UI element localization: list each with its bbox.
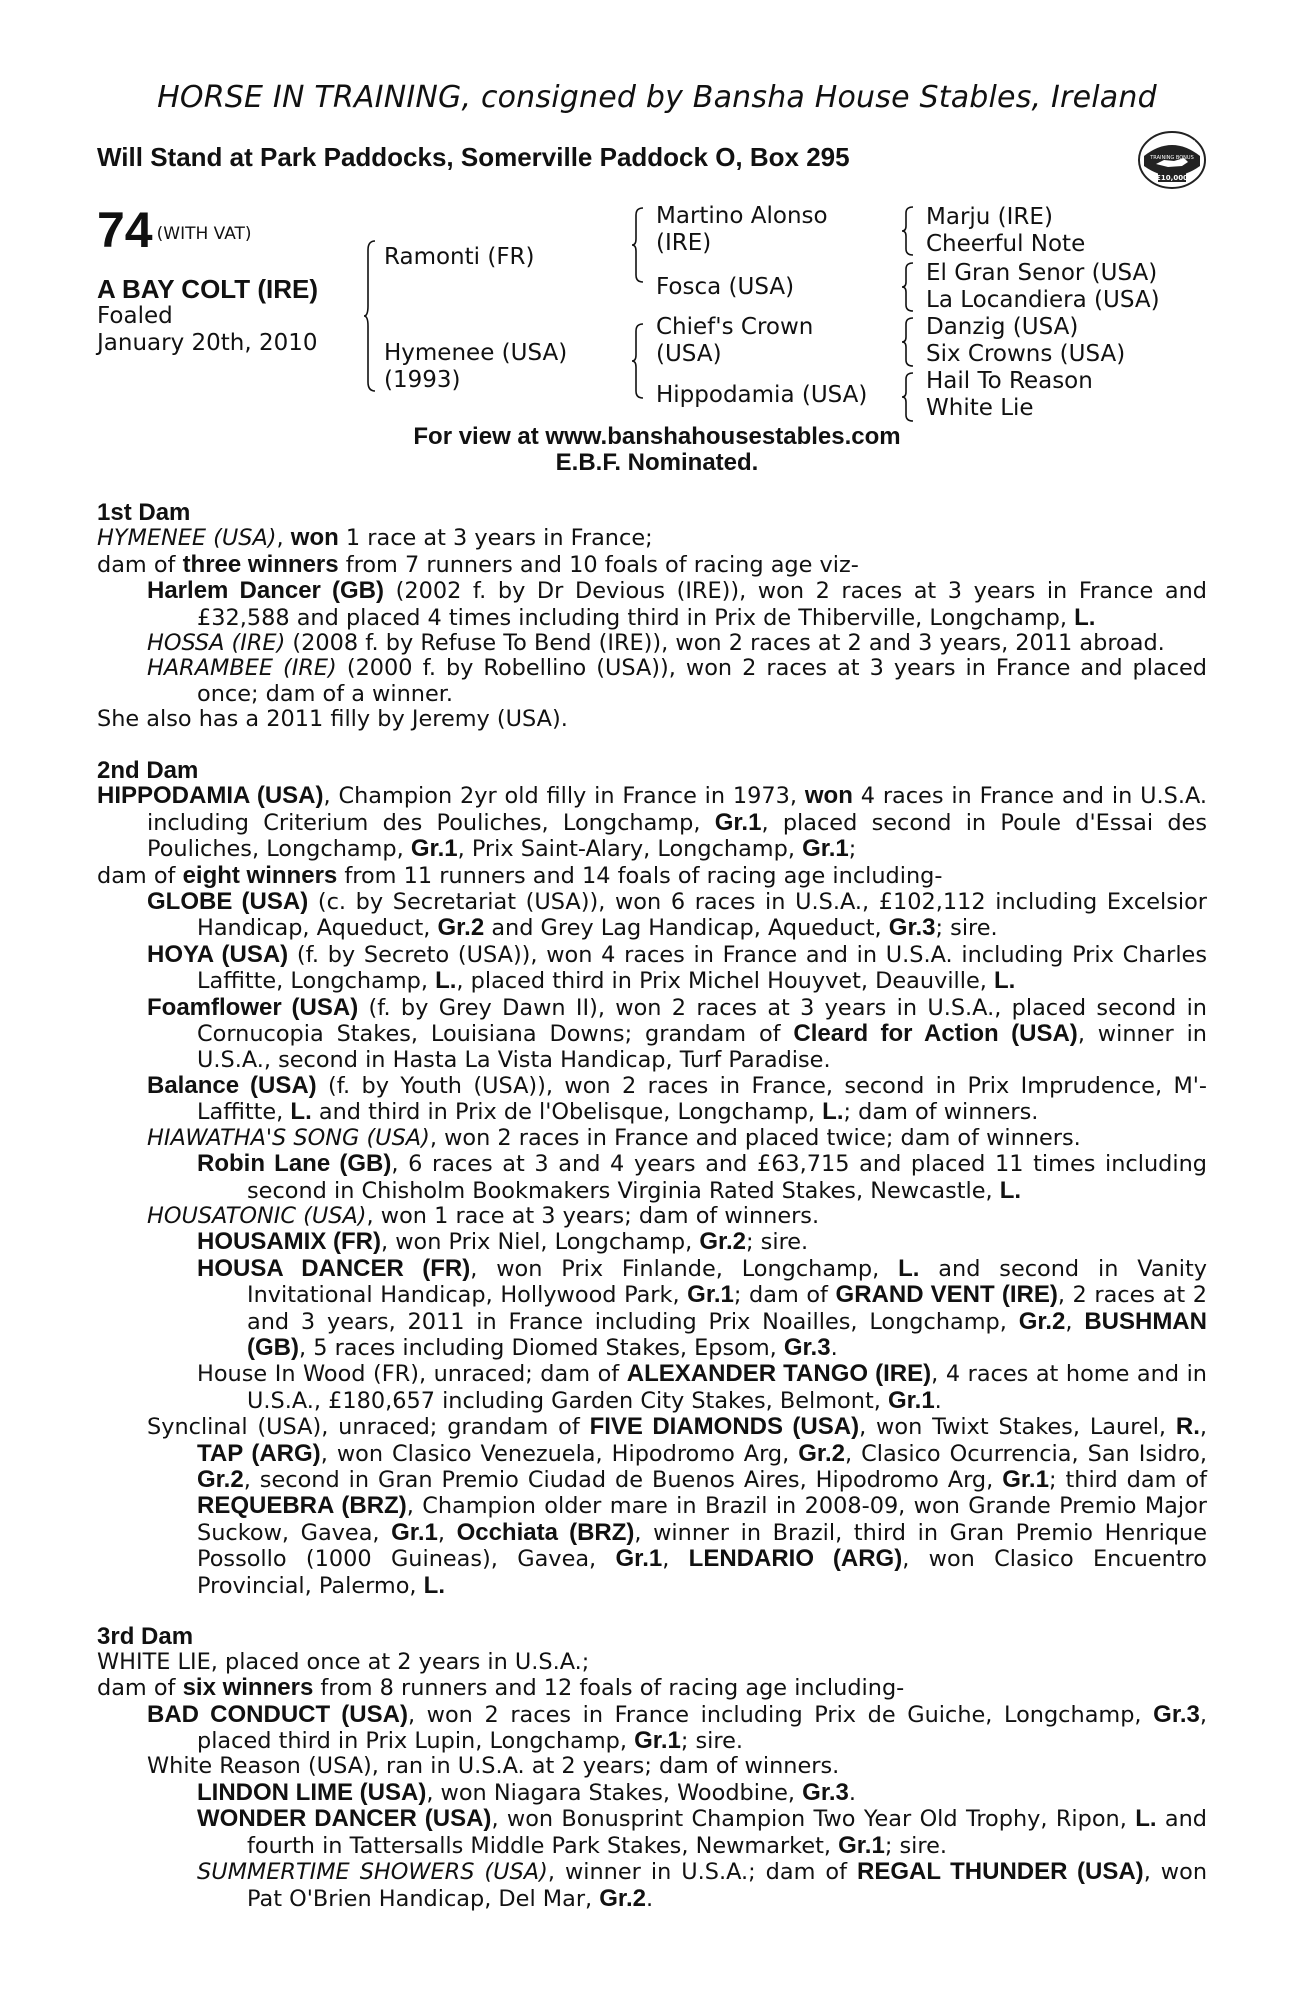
- foaled-info: [97, 303, 318, 357]
- dam1-intro: HYMENEE (USA), won 1 race at 3 years in France;: [97, 524, 653, 552]
- dam2-produce-summary: dam of eight winners from 11 runners and 14 foals of racing age including-: [97, 861, 943, 889]
- dam1-heading: 1st Dam: [97, 499, 191, 526]
- pedigree-dam-sire: [656, 314, 813, 368]
- dam2-grandproduce-housamix: HOUSAMIX (FR), won Prix Niel, Longchamp, Gr.2; sire.: [197, 1228, 809, 1256]
- vat-note: (WITH VAT): [156, 224, 252, 244]
- catalogue-body: [97, 500, 1207, 1912]
- dam1-produce-harlem-dancer: Harlem Dancer (GB) (2002 f. by Dr Devious (IRE)), won 2 races at 3 years in France and £32,588 and placed 4 times including third in Prix de Thiberville, Longchamp, L.: [147, 577, 1207, 631]
- pedigree-g3: El Gran Senor (USA): [926, 260, 1158, 286]
- view-and-ebf: [0, 424, 1314, 476]
- badge-mid-text: TRAINING BONUS: [1150, 155, 1194, 161]
- pedigree-brace-dam: [632, 323, 644, 399]
- dam1-produce-summary: dam of three winners from 7 runners and 10 foals of racing age viz-: [97, 550, 859, 578]
- dam2-produce-housatonic: HOUSATONIC (USA), won 1 race at 3 years; dam of winners.: [147, 1202, 820, 1229]
- badge-amount: £10,000: [1156, 174, 1188, 182]
- dam2-grandproduce-robin-lane: Robin Lane (GB), 6 races at 3 and 4 years and £63,715 and placed 11 times including second in Chisholm Bookmakers Virginia Rated Stakes, Newcastle, L.: [197, 1150, 1207, 1204]
- dam2-produce-synclinal: Synclinal (USA), unraced; grandam of FIVE DIAMONDS (USA), won Twixt Stakes, Laurel, R., TAP (ARG), won Clasico Venezuela, Hipodromo Arg, Gr.2, Clasico Ocurrencia, San Isidro, Gr.2, second in Gran Premio Ciudad de Buenos Aires, Hipodromo Arg, Gr.1; third dam of REQUEBRA (BRZ), Champion older mare in Brazil in 2008-09, won Grande Premio Major Suckow, Gavea, Gr.1, Occhiata (BRZ), winner in Brazil, third in Gran Premio Henrique Possollo (1000 Guineas), Gavea, Gr.1, LENDARIO (ARG), won Clasico Encuentro Provincial, Palermo, L.: [147, 1413, 1208, 1599]
- dam2-produce-hoya: HOYA (USA) (f. by Secreto (USA)), won 4 races in France and in U.S.A. including Prix Charles Laffitte, Longchamp, L., placed third in Prix Michel Houyvet, Deauville, L.: [147, 940, 1207, 995]
- dam3-grandproduce-wonder-dancer: WONDER DANCER (USA), won Bonusprint Champion Two Year Old Trophy, Ripon, L. and fourth in Tattersalls Middle Park Stakes, Newmarket, Gr.1; sire.: [197, 1805, 1207, 1859]
- dam3-produce-summary: dam of six winners from 8 runners and 12 foals of racing age including-: [97, 1674, 905, 1702]
- foaled-label: Foaled: [97, 303, 173, 329]
- dam3-produce-bad-conduct: BAD CONDUCT (USA), won 2 races in France including Prix de Guiche, Longchamp, Gr.3, placed third in Prix Lupin, Longchamp, Gr.1; sire.: [147, 1700, 1207, 1755]
- dam3-grandproduce-lindon-lime: LINDON LIME (USA), won Niagara Stakes, Woodbine, Gr.3.: [197, 1778, 856, 1806]
- pedigree-sire-sire-line1: Martino Alonso: [656, 203, 828, 229]
- pedigree-sire: Ramonti (FR): [384, 244, 535, 270]
- dam2-produce-foamflower: Foamflower (USA) (f. by Grey Dawn II), won 2 races at 3 years in U.S.A., placed second in Cornucopia Stakes, Louisiana Downs; grandam of Cleard for Action (USA), winner in U.S.A., second in Hasta La Vista Handicap, Turf Paradise.: [147, 993, 1207, 1073]
- pedigree-sire-sire-line2: (IRE): [656, 230, 712, 256]
- pedigree-g6: Six Crowns (USA): [926, 341, 1126, 367]
- pedigree-g4: La Locandiera (USA): [926, 287, 1160, 313]
- dam2-grandproduce-house-in-wood: House In Wood (FR), unraced; dam of ALEXANDER TANGO (IRE), 4 races at home and in U.S.A., £180,657 including Garden City Stakes, Belmont, Gr.1.: [197, 1360, 1207, 1414]
- dam2-grandproduce-housa-dancer: HOUSA DANCER (FR), won Prix Finlande, Longchamp, L. and second in Vanity Invitational Handicap, Hollywood Park, Gr.1; dam of GRAND VENT (IRE), 2 races at 2 and 3 years, 2011 in France including Prix Noailles, Longchamp, Gr.2, BUSHMAN (GB), 5 races including Diomed Stakes, Epsom, Gr.3.: [197, 1254, 1208, 1361]
- dam1-produce-harambee: HARAMBEE (IRE) (2000 f. by Robellino (USA)), won 2 races at 3 years in France and placed once; dam of a winner.: [147, 655, 1207, 707]
- dam3-grandproduce-summertime-showers: SUMMERTIME SHOWERS (USA), winner in U.S.A.; dam of REGAL THUNDER (USA), won Pat O'Brien Handicap, Del Mar, Gr.2.: [197, 1858, 1208, 1912]
- pedigree-g8: White Lie: [926, 395, 1034, 421]
- dam2-intro: HIPPODAMIA (USA), Champion 2yr old filly in France in 1973, won 4 races in France and in U.S.A. including Criterium des Pouliches, Longchamp, Gr.1, placed second in Poule d'Essai des Pouliches, Longchamp, Gr.1, Prix Saint-Alary, Longchamp, Gr.1;: [97, 782, 1207, 863]
- pedigree-dam-line2: (1993): [384, 367, 461, 393]
- pedigree-g1: Marju (IRE): [926, 204, 1053, 230]
- dam2-produce-hiawathas-song: HIAWATHA'S SONG (USA), won 2 races in France and placed twice; dam of winners.: [147, 1124, 1081, 1151]
- lot-number-block: [97, 202, 252, 258]
- pedigree-dam-dam: Hippodamia (USA): [656, 382, 868, 408]
- view-website: For view at www.banshahousestables.com: [413, 423, 901, 450]
- pedigree-brace-sire: [632, 207, 644, 283]
- stand-location: Will Stand at Park Paddocks, Somerville Paddock O, Box 295: [97, 142, 850, 172]
- dam3-intro: WHITE LIE, placed once at 2 years in U.S.A.;: [97, 1648, 590, 1675]
- dam2-produce-balance: Balance (USA) (f. by Youth (USA)), won 2 races in France, second in Prix Imprudence, M'-Laffitte, L. and third in Prix de l'Obelisque, Longchamp, L.; dam of winners.: [147, 1071, 1207, 1126]
- pedigree-dam-sire-line1: Chief's Crown: [656, 314, 814, 340]
- pedigree-dam-sire-line2: (USA): [656, 341, 722, 367]
- ebf-nominated: E.B.F. Nominated.: [555, 449, 759, 476]
- pedigree-brace-g34: [902, 262, 914, 312]
- racing-post-trainers-bonus-badge-icon: [1138, 126, 1206, 194]
- pedigree-brace-g12: [902, 206, 914, 256]
- dam1-produce-hossa: HOSSA (IRE) (2008 f. by Refuse To Bend (IRE)), won 2 races at 2 and 3 years, 2011 abroad.: [147, 630, 1165, 657]
- lot-number: 74: [97, 202, 153, 258]
- dam1-also: She also has a 2011 filly by Jeremy (USA).: [97, 706, 568, 733]
- lot-description: A BAY COLT (IRE): [97, 274, 319, 304]
- foaled-date: January 20th, 2010: [97, 330, 318, 356]
- dam3-produce-white-reason: White Reason (USA), ran in U.S.A. at 2 years; dam of winners.: [147, 1753, 840, 1780]
- pedigree-g7: Hail To Reason: [926, 368, 1093, 394]
- pedigree-brace-g78: [902, 372, 914, 422]
- pedigree-sire-sire: [656, 203, 828, 257]
- dam2-produce-globe: GLOBE (USA) (c. by Secretariat (USA)), won 6 races in U.S.A., £102,112 including Excelsior Handicap, Aqueduct, Gr.2 and Grey Lag Handicap, Aqueduct, Gr.3; sire.: [147, 888, 1207, 942]
- pedigree-sire-dam: Fosca (USA): [656, 274, 795, 300]
- pedigree-brace-main: [364, 240, 376, 392]
- pedigree-dam: [384, 340, 567, 394]
- badge-top-text: RACING POST: [1149, 140, 1195, 147]
- pedigree-g5: Danzig (USA): [926, 314, 1079, 340]
- pedigree-brace-g56: [902, 317, 914, 367]
- dam2-heading: 2nd Dam: [97, 757, 199, 785]
- dam3-heading: 3rd Dam: [97, 1623, 194, 1651]
- page-title: HORSE IN TRAINING, consigned by Bansha House Stables, Ireland: [157, 80, 1157, 115]
- pedigree-g2: Cheerful Note: [926, 231, 1086, 257]
- pedigree-dam-line1: Hymenee (USA): [384, 340, 568, 366]
